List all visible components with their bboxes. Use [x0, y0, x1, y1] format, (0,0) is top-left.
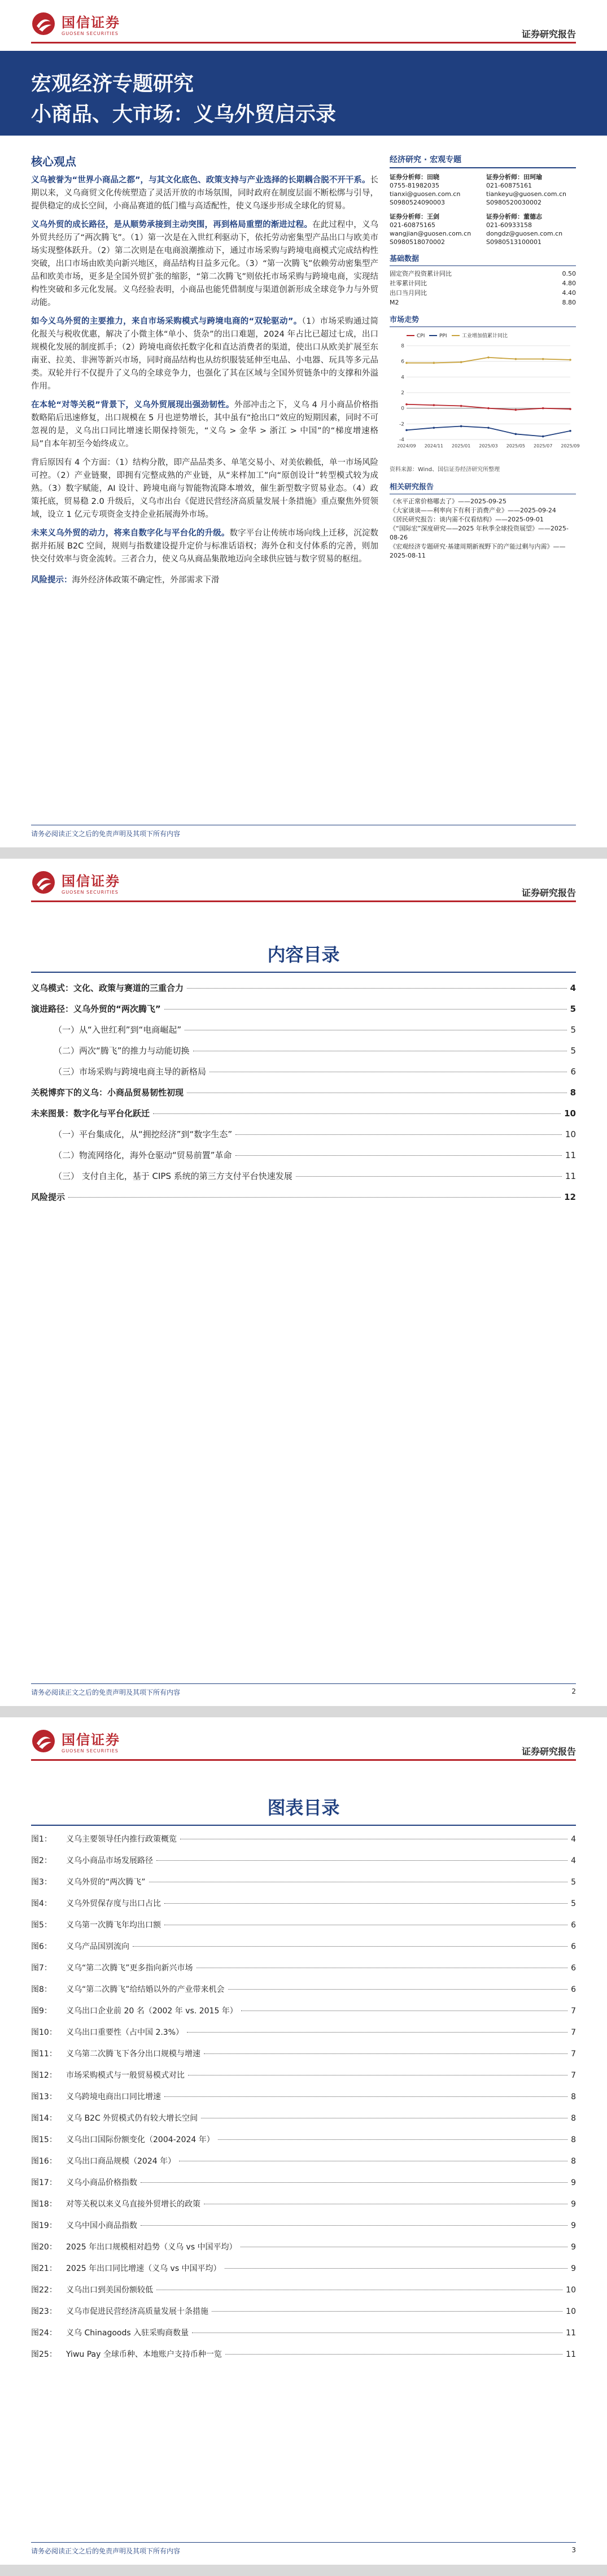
- related-heading: 相关研究报告: [390, 482, 576, 494]
- figure-title: 义乌主要领导任内推行政策概览: [66, 1835, 177, 1844]
- legend-label: PPI: [439, 333, 447, 339]
- figure-list-item[interactable]: [31, 2112, 576, 2134]
- figure-number: 图17：: [31, 2178, 57, 2187]
- toc-subitem[interactable]: （二）两次“腾飞”的推力与动能切换 5: [54, 1046, 576, 1056]
- figure-page: 6: [571, 1985, 576, 1994]
- data-point: [487, 407, 490, 410]
- related-report-link[interactable]: 《居民研究报告：谈内需不仅看结构》——2025-09-01: [390, 516, 544, 523]
- toc-item[interactable]: 关税博弈下的义乌：小商品贸易韧性初现 8: [31, 1087, 576, 1098]
- toc-item[interactable]: 义乌模式：文化、政策与赛道的三重合力 4: [31, 983, 576, 993]
- leader-dots: [204, 2053, 567, 2054]
- analyst-email[interactable]: tianxi@guosen.com.cn: [390, 190, 461, 198]
- figure-title: 义乌第二次腾飞下各分出口规模与增速: [66, 2050, 200, 2059]
- leader-dots: [187, 2032, 567, 2033]
- figure-list-item[interactable]: [31, 2262, 576, 2284]
- related-report-link[interactable]: 《水平正常价格哪去了》——2025-09-25: [390, 498, 506, 505]
- figure-page: 9: [571, 2243, 576, 2252]
- figure-title: 义乌小商品价格指数: [66, 2178, 137, 2187]
- guosen-logo-icon: [31, 1729, 56, 1753]
- risk-note: 风险提示：海外经济体政策不确定性，外部需求下滑: [31, 576, 220, 585]
- basic-data-row: 出口当月同比 4.40: [390, 289, 576, 297]
- figure-list-item[interactable]: [31, 2048, 576, 2069]
- leader-dots: [141, 2225, 567, 2226]
- leader-dots: [218, 2139, 567, 2140]
- footer-divider: [31, 1683, 576, 1684]
- data-point: [569, 408, 571, 410]
- brand-logo: [31, 1729, 120, 1753]
- x-tick-label: 2025/03: [479, 443, 498, 449]
- related-report-link[interactable]: 《宏观经济专题研究·基建周期新视野下的产能过剩与内需》——2025-08-11: [390, 543, 566, 559]
- data-point: [405, 362, 408, 364]
- core-heading: 核心观点: [31, 155, 76, 168]
- figure-list-item[interactable]: [31, 1833, 576, 1855]
- leader-dots: [133, 1946, 567, 1947]
- analyst-card: 证券分析师：田珂瑜 021-60875161 tiankeyu@guosen.com.cn S0980520030002: [486, 173, 576, 207]
- figure-title: 义乌跨境电商出口同比增速: [66, 2092, 161, 2101]
- page-number: 3: [571, 2546, 576, 2554]
- figure-list-item[interactable]: [31, 2026, 576, 2048]
- y-tick-label: 4: [401, 375, 404, 381]
- x-tick-label: 2025/09: [561, 443, 580, 449]
- figure-number: 图8：: [31, 1985, 52, 1994]
- market-chart: [390, 315, 580, 475]
- core-paragraph: 义乌外贸的成长路径，是从顺势承接到主动突围，再到格局重塑的渐进过程。在此过程中，义乌外贸共经历了“两次腾飞”。（1）第一次是在入世红利驱动下，依托劳动密集型产品出口与欧美市场实现整体跃升。（2）第二次则是在电商浪潮推动下，通过市场采购与跨境电商模式完成结构性突破，出口市场由欧美向新兴地区，商品结构日益多元化。（3）“第一次腾飞”依赖劳动密集型产品和欧美市场，更多是全国外贸扩张的缩影，“第二次腾飞”则依托市场采购与跨境电商，实现结构性突破和多元化发展。义乌经验表明，小商品也能凭借制度与渠道创新形成全球竞争力与外贸动能。: [31, 220, 379, 307]
- header-divider: [31, 42, 576, 43]
- data-point: [460, 361, 462, 363]
- figure-number: 图11：: [31, 2050, 57, 2059]
- y-tick-label: -2: [399, 421, 404, 428]
- toc-subitem[interactable]: （三）市场采购与跨境电商主导的新格局 6: [54, 1067, 576, 1077]
- figure-number: 图7：: [31, 1964, 52, 1973]
- toc-subitem[interactable]: （一）从“入世红利”到“电商崛起” 5: [54, 1025, 576, 1035]
- figure-number: 图21：: [31, 2264, 57, 2273]
- data-point: [487, 427, 490, 429]
- leader-dots: [164, 1903, 567, 1904]
- figure-list-item[interactable]: [31, 1940, 576, 1962]
- figure-page: 9: [571, 2264, 576, 2273]
- figure-page: 6: [571, 1942, 576, 1951]
- guosen-logo-icon: [31, 11, 56, 36]
- data-point: [542, 436, 544, 438]
- figure-page: 10: [566, 2286, 576, 2295]
- figure-title: 义乌 Chinagoods 入驻采购商数量: [66, 2329, 189, 2338]
- figure-title: 义乌出口商品规模（2024 年）: [66, 2157, 176, 2166]
- figure-number: 图13：: [31, 2092, 57, 2101]
- figure-list-item[interactable]: [31, 1919, 576, 1940]
- x-tick-label: 2024/11: [424, 443, 443, 449]
- leader-dots: [156, 1860, 567, 1861]
- figure-list-item[interactable]: [31, 2220, 576, 2241]
- figure-number: 图14：: [31, 2114, 57, 2123]
- figure-number: 图1：: [31, 1835, 52, 1844]
- figure-title: 对等关税以来义乌直接外贸增长的政策: [66, 2200, 200, 2209]
- core-paragraph: 义乌被誉为“世界小商品之都”，与其文化底色、政策支持与产业选择的长期耦合脱不开干系。长期以来，义乌商贸文化传统塑造了灵活开放的市场氛围，同时政府在制度层面不断松绑与引导，提供稳定的成长空间，小商品赛道的低门槛与高适配性，使义乌逐步形成全球化的贸易。: [31, 176, 378, 211]
- figure-number: 图16：: [31, 2157, 57, 2166]
- figure-list-item[interactable]: [31, 2005, 576, 2026]
- figure-number: 图5：: [31, 1921, 52, 1930]
- leader-dots: [212, 2311, 562, 2312]
- figure-title: 义乌小商品市场发展路径: [66, 1856, 153, 1865]
- data-point: [542, 358, 544, 360]
- figure-title: 义乌外贸保存度与出口占比: [66, 1899, 161, 1908]
- analyst-card: 证券分析师：田晓 0755-81982035 tianxi@guosen.com.cn S0980524090003: [390, 173, 479, 207]
- y-tick-label: 8: [401, 343, 404, 349]
- page-3: [0, 1717, 607, 2565]
- figure-title: 义乌第一次腾飞年均出口额: [66, 1921, 161, 1930]
- toc-heading: 内容目录: [267, 944, 340, 965]
- figure-number: 图25：: [31, 2350, 57, 2359]
- figure-page: 9: [571, 2178, 576, 2187]
- core-paragraph: 未来义乌外贸的动力，将来自数字化与平台化的升级。数字平台让传统市场向线上迁移，沉淀数据并拓展 B2C 空间，规则与指数建设提升定价与标准话语权；海外仓和支付体系的完善，则加快交付效率与资金流转。三者合力，使义乌从商品集散地迈向全球供应链与数字贸易的枢纽。: [31, 529, 379, 564]
- figure-page: 4: [571, 1835, 576, 1844]
- page-2: [0, 859, 607, 1706]
- data-point: [569, 359, 571, 361]
- figure-title: 义乌中国小商品指数: [66, 2221, 137, 2230]
- data-point: [433, 404, 435, 406]
- figure-list-item[interactable]: [31, 1855, 576, 1876]
- data-point: [515, 409, 517, 411]
- legend-label: 工业增加值累计同比: [462, 333, 508, 339]
- figure-list: [31, 1833, 576, 2370]
- figure-number: 图19：: [31, 2221, 57, 2230]
- figure-list-heading-line: [31, 1825, 576, 1826]
- market-chart-svg: [390, 330, 580, 460]
- analyst-email[interactable]: wangjian@guosen.com.cn: [390, 230, 471, 237]
- basic-data-heading: 基础数据: [390, 254, 576, 266]
- figure-title: Yiwu Pay 全球币种、本地账户支持币种一览: [66, 2350, 222, 2359]
- figure-page: 4: [571, 1856, 576, 1865]
- basic-data-row: 社零累计同比 4.80: [390, 280, 576, 287]
- brand-name: 国信证券: [62, 15, 120, 31]
- chart-source: 资料来源：Wind、国信证券经济研究所整理: [390, 467, 500, 473]
- figure-number: 图24：: [31, 2329, 57, 2338]
- figure-title: 市场采购模式与一般贸易模式对比: [66, 2071, 185, 2080]
- sidebar-category: 经济研究 · 宏观专题: [390, 155, 576, 168]
- figure-number: 图22：: [31, 2286, 57, 2295]
- data-point: [460, 405, 462, 407]
- figure-list-item[interactable]: [31, 2348, 576, 2370]
- figure-page: 8: [571, 2092, 576, 2101]
- figure-page: 11: [566, 2350, 576, 2359]
- y-tick-label: 2: [401, 390, 404, 396]
- figure-page: 7: [571, 2071, 576, 2080]
- leader-dots: [164, 2096, 567, 2097]
- figure-title: 义乌外贸的“两次腾飞”: [66, 1878, 146, 1887]
- page-number: 2: [571, 1687, 576, 1695]
- disclaimer-note: 请务必阅读正文之后的免责声明及其项下所有内容: [31, 830, 181, 838]
- toc-subitem[interactable]: （二）物流网络化，海外仓驱动“贸易前置”革命 11: [54, 1150, 576, 1160]
- figure-title: 义乌市促进民营经济高质量发展十条措施: [66, 2307, 208, 2316]
- figure-title: 义乌“第二次腾飞”更多指向新兴市场: [66, 1964, 193, 1973]
- analyst-card: 证券分析师：王剑 021-60875165 wangjian@guosen.com.cn S0980518070002: [390, 212, 479, 246]
- figure-title: 义乌出口国际份额变化（2004-2024 年）: [66, 2135, 215, 2144]
- figure-list-item[interactable]: [31, 2198, 576, 2220]
- data-point: [405, 403, 408, 406]
- report-type: 证券研究报告: [521, 887, 576, 898]
- x-tick-label: 2025/05: [506, 443, 525, 449]
- figure-list-item[interactable]: [31, 1962, 576, 1983]
- brand-name: 国信证券: [62, 1732, 120, 1748]
- y-tick-label: 6: [401, 359, 404, 365]
- y-tick-label: 0: [401, 406, 404, 412]
- figure-page: 9: [571, 2200, 576, 2209]
- figure-title: 义乌出口企业前 20 名（2002 年 vs. 2015 年）: [66, 2007, 238, 2016]
- brand-name-en: GUOSEN SECURITIES: [62, 31, 119, 36]
- guosen-logo-icon: [31, 870, 56, 895]
- toc-subitem[interactable]: （三） 支付自主化，基于 CIPS 系统的第三方支付平台快速发展 11: [54, 1171, 576, 1181]
- figure-number: 图2：: [31, 1856, 52, 1865]
- toc-heading-line: [31, 972, 576, 973]
- toc-subitem[interactable]: （一）平台集成化，从“拥挖经济”到“数字生态” 10: [54, 1129, 576, 1139]
- figure-number: 图12：: [31, 2071, 57, 2080]
- chart-title: 市场走势: [390, 315, 576, 327]
- figure-page: 8: [571, 2157, 576, 2166]
- figure-number: 图6：: [31, 1942, 52, 1951]
- data-point: [405, 429, 408, 432]
- core-paragraph: 背后原因有 4 个方面：（1）结构分散，即产品品类多、单笔交易小、对美依赖低，单一市场风险可控。（2）产业链聚，即拥有完整成熟的产业链，从“来样加工”向“原创设计”转型模式较为成熟。（3）数字赋能，AI 设计、跨境电商与智能物流降本增效，催生新型数字贸易业态。（4）政策托底，贸易稳 2.0 升级后，义乌市出台《促进民营经济高质量发展十条措施》重点聚焦外贸领域，设立 1 亿元专项资金支持企业拓展海外市场。: [31, 458, 378, 519]
- figure-title: 2025 年出口同比增速（义乌 vs 中国平均）: [66, 2264, 221, 2273]
- figure-list-item[interactable]: [31, 1983, 576, 2005]
- related-report-link[interactable]: 《大家谈谈——利率向下有利于消费产业》——2025-09-24: [390, 507, 556, 514]
- figure-title: 义乌“第二次腾飞”给结婚以外的产业带来机会: [66, 1985, 225, 1994]
- data-point: [460, 425, 462, 428]
- brand-name-en: GUOSEN SECURITIES: [62, 890, 119, 895]
- report-main-title: 小商品、大市场：义乌外贸启示录: [31, 103, 337, 126]
- leader-dots: [225, 2354, 562, 2355]
- analyst-email[interactable]: tiankeyu@guosen.com.cn: [486, 190, 566, 198]
- brand-name-en: GUOSEN SECURITIES: [62, 1748, 119, 1753]
- data-point: [542, 407, 544, 410]
- x-tick-label: 2025/01: [452, 443, 471, 449]
- brand-name: 国信证券: [62, 873, 120, 889]
- leader-dots: [225, 2268, 568, 2269]
- figure-list-item[interactable]: [31, 2134, 576, 2155]
- figure-list-item[interactable]: [31, 2091, 576, 2112]
- disclaimer-note: 请务必阅读正文之后的免责声明及其项下所有内容: [31, 2547, 181, 2555]
- basic-data-table: [390, 269, 576, 307]
- analyst-list: [390, 173, 576, 246]
- toc-item[interactable]: 风险提示 12: [31, 1192, 576, 1202]
- figure-title: 义乌 B2C 外贸模式仍有较大增长空间: [66, 2114, 198, 2123]
- analyst-email[interactable]: dongdz@guosen.com.cn: [486, 230, 563, 237]
- report-series-title: 宏观经济专题研究: [31, 72, 194, 95]
- figure-number: 图4：: [31, 1899, 52, 1908]
- figure-list-item[interactable]: [31, 2177, 576, 2198]
- data-point: [515, 433, 517, 436]
- data-point: [487, 356, 490, 359]
- toc-item[interactable]: 演进路径：义乌外贸的“两次腾飞” 5: [31, 1004, 576, 1014]
- leader-dots: [141, 2182, 567, 2183]
- figure-page: 8: [571, 2135, 576, 2144]
- basic-data-row: 固定资产投资累计同比 0.50: [390, 270, 576, 277]
- legend-label: CPI: [417, 333, 425, 339]
- figure-number: 图15：: [31, 2135, 57, 2144]
- figure-list-item[interactable]: [31, 2305, 576, 2327]
- report-type: 证券研究报告: [521, 1746, 576, 1757]
- data-point: [433, 427, 435, 429]
- figure-page: 9: [571, 2221, 576, 2230]
- figure-title: 义乌出口到美国份额较低: [66, 2286, 153, 2295]
- related-reports: [390, 482, 576, 560]
- figure-title: 义乌出口重要性（占中国 2.3%）: [66, 2028, 184, 2037]
- footer-divider: [31, 2542, 576, 2543]
- table-of-contents: [31, 982, 576, 1212]
- figure-number: 图20：: [31, 2243, 57, 2252]
- figure-page: 5: [571, 1899, 576, 1908]
- figure-list-item[interactable]: [31, 2155, 576, 2177]
- figure-list-item[interactable]: [31, 2327, 576, 2348]
- figure-page: 7: [571, 2050, 576, 2059]
- figure-page: 11: [566, 2329, 576, 2338]
- disclaimer-note: 请务必阅读正文之后的免责声明及其项下所有内容: [31, 1689, 181, 1696]
- x-tick-label: 2025/07: [534, 443, 553, 449]
- data-point: [515, 358, 517, 360]
- core-views: [31, 155, 378, 593]
- related-report-link[interactable]: 《“国际宏”深度研究——2025 年秋季全球投资展望》——2025-08-26: [390, 525, 569, 541]
- analyst-card: 证券分析师：董德志 021-60933158 dongdz@guosen.com.cn S0980513100001: [486, 212, 576, 246]
- figure-page: 6: [571, 1921, 576, 1930]
- figure-page: 8: [571, 2114, 576, 2123]
- figure-list-item[interactable]: [31, 2069, 576, 2091]
- figure-list-item[interactable]: [31, 1876, 576, 1898]
- figure-number: 图18：: [31, 2200, 57, 2209]
- figure-number: 图10：: [31, 2028, 57, 2037]
- header-divider: [31, 900, 576, 902]
- basic-data-row: M2 8.80: [390, 299, 576, 306]
- figure-list-heading: 图表目录: [267, 1797, 340, 1818]
- figure-number: 图23：: [31, 2307, 57, 2316]
- figure-title: 义乌产品国别流向: [66, 1942, 129, 1951]
- figure-title: 2025 年出口规模相对趋势（义乌 vs 中国平均）: [66, 2243, 237, 2252]
- core-paragraph: 在本轮“对等关税”背景下，义乌外贸展现出强劲韧性。外部冲击之下，义乌 4 月小商品价格指数略陷后迅速修复，出口规模在 5 月也逆势增长，其中虽有“抢出口”效应的短期因素，同时不可忽视的是，义乌出口同比增速长期保持领先，“义乌 > 金华 > 浙江 > 中国”的“梯度增速格局”自本年初至今始终成立。: [31, 401, 378, 449]
- figure-list-item[interactable]: [31, 2241, 576, 2262]
- toc-item[interactable]: 未来图景：数字化与平台化跃迁 10: [31, 1108, 576, 1119]
- figure-page: 7: [571, 2028, 576, 2037]
- y-tick-label: -4: [399, 437, 404, 443]
- figure-page: 10: [566, 2307, 576, 2316]
- page-1: [0, 0, 607, 847]
- title-banner: [0, 51, 607, 136]
- leader-dots: [228, 1989, 568, 1990]
- header-divider: [31, 1759, 576, 1761]
- report-type: 证券研究报告: [521, 29, 576, 40]
- brand-logo: [31, 11, 120, 36]
- brand-logo: [31, 870, 120, 895]
- x-tick-label: 2024/09: [397, 443, 416, 449]
- figure-number: 图9：: [31, 2007, 52, 2016]
- sidebar: [390, 155, 580, 560]
- figure-list-item[interactable]: [31, 2284, 576, 2305]
- figure-list-item[interactable]: [31, 1898, 576, 1919]
- figure-page: 5: [571, 1878, 576, 1887]
- data-point: [569, 430, 571, 432]
- data-point: [433, 362, 435, 364]
- figure-page: 6: [571, 1964, 576, 1973]
- figure-number: 图3：: [31, 1878, 52, 1887]
- core-paragraph: 如今义乌外贸的主要推力，来自市场采购模式与跨境电商的“双轮驱动”。（1）市场采购通过简化报关与税收优惠，解决了小微主体“单小、货杂”的出口难题，2024 年占比已超过七成，出口规模化发展的制度抓手；（2）跨境电商依托数字化和直达消费者的渠道，使出口从欧美扩展至东南亚、拉美、非洲等新兴市场，同时商品结构也从纺织服装延伸至电品、小电器、玩具等多元品类。双轮并行不仅提升了义乌的全球竞争力，也强化了其在区域与全国外贸链条中的支撑和外溢作用。: [31, 317, 378, 391]
- figure-page: 7: [571, 2007, 576, 2016]
